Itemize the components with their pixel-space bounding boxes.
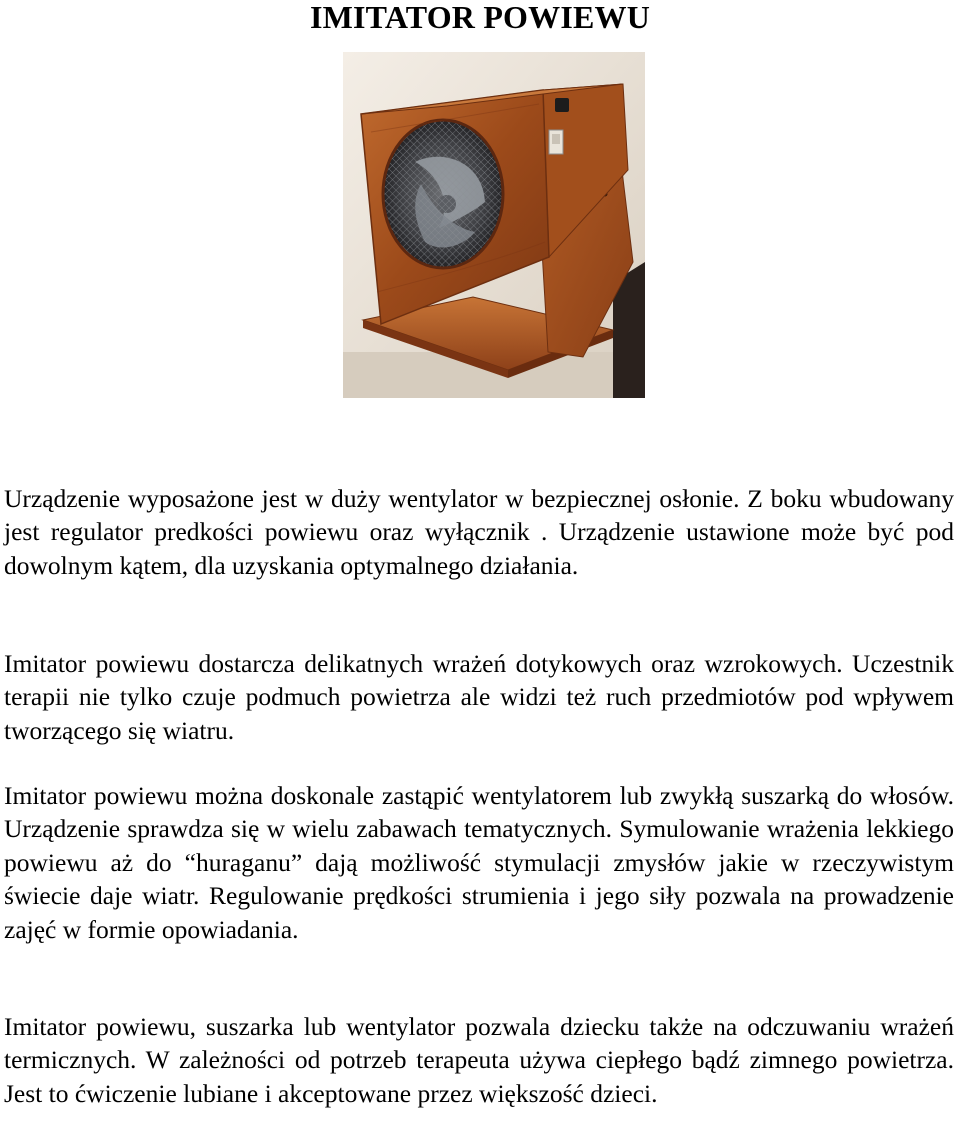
paragraph-alternatives: Imitator powiewu można doskonale zastąpić wentylatorem lub zwykłą suszarką do włosów. Urządzenie sprawdza się w wielu zabawach tematycznych. Symulowanie wrażenia lekkiego powiewu aż do “huraganu” dają możliwość stymulacji zmysłów jakie w rzeczywistym świecie daje wiatr. Regulowanie prędkości strumienia i jego siły pozwala na prowadzenie zajęć w formie opowiadania.	[4, 781, 954, 944]
paragraph-thermal: Imitator powiewu, suszarka lub wentylator pozwala dziecku także na odczuwaniu wrażeń termicznych. W zależności od potrzeb terapeuta używa ciepłego bądź zimnego powietrza. Jest to ćwiczenie lubiane i akceptowane przez większość dzieci.	[4, 1012, 954, 1108]
paragraph-sensations: Imitator powiewu dostarcza delikatnych wrażeń dotykowych oraz wzrokowych. Uczestnik terapii nie tylko czuje podmuch powietrza ale widzi też ruch przedmiotów pod wpływem tworzącego się wiatru.	[4, 649, 954, 745]
power-switch	[555, 98, 569, 112]
page-title: IMITATOR POWIEWU	[309, 0, 651, 35]
speed-regulator-knob	[552, 134, 560, 144]
paragraph-description: Urządzenie wyposażone jest w duży wentylator w bezpiecznej osłonie. Z boku wbudowany jest regulator predkości powiewu oraz wyłącznik . Urządzenie ustawione może być pod dowolnym kątem, dla uzyskania optymalnego działania.	[4, 484, 954, 580]
wind-imitator-photo	[343, 52, 645, 398]
